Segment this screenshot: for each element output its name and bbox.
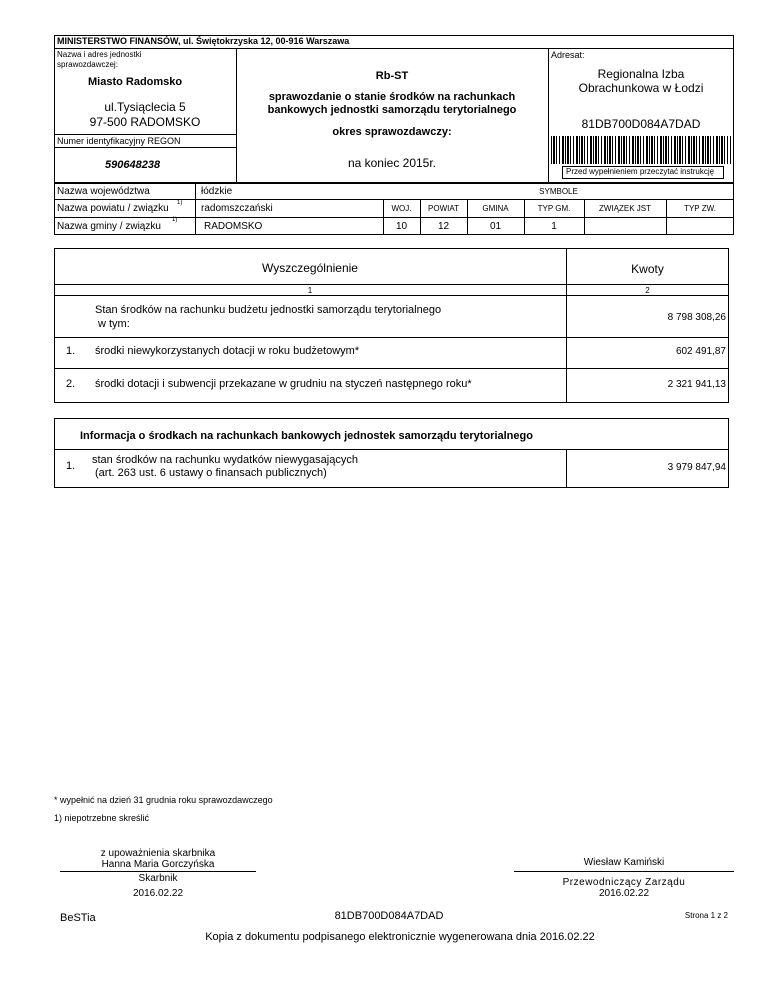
form-code: Rb-ST xyxy=(375,70,409,82)
table1-main-value: 8 798 308,26 xyxy=(667,312,726,323)
regon-label: Numer identyfikacyjny REGON xyxy=(57,136,181,146)
sym-head-gmina: GMINA xyxy=(482,204,509,213)
sym-head-typ-gm: TYP GM. xyxy=(537,204,571,213)
table1-row-divider-2 xyxy=(54,368,729,369)
table1-col1-number: 1 xyxy=(307,286,313,295)
symbols-label-divider xyxy=(195,183,196,235)
footer-copy-note: Kopia z dokumentu podpisanego elektronicznie wygenerowana dnia 2016.02.22 xyxy=(205,931,595,943)
table1-main-label-1: Stan środków na rachunku budżetu jednostki samorządu terytorialnego xyxy=(95,304,442,316)
table2-row-value: 3 979 847,94 xyxy=(667,462,726,473)
county-value: radomszczański xyxy=(201,203,273,214)
table1-col2-number: 2 xyxy=(645,286,650,295)
left-signature-role: Skarbnik xyxy=(138,873,178,884)
left-signature-line-1: z upoważnienia skarbnika xyxy=(100,848,216,859)
unit-street: ul.Tysiąclecia 5 xyxy=(104,100,186,114)
sym-head-woj: WOJ. xyxy=(391,204,412,213)
footer-page-number: Strona 1 z 2 xyxy=(684,911,728,920)
unit-city: 97-500 RADOMSKO xyxy=(89,115,201,129)
left-signature-rule xyxy=(60,871,256,872)
regon-value: 590648238 xyxy=(105,159,161,171)
table1-main-label-2: w tym: xyxy=(98,318,130,330)
sym-val-powiat: 12 xyxy=(437,221,450,232)
table2-row-label-2: (art. 263 ust. 6 ustawy o finansach publicznych) xyxy=(95,467,327,479)
sym-head-zwiazek: ZWIĄZEK JST xyxy=(599,204,651,213)
voivodeship-label: Nazwa województwa xyxy=(57,186,150,197)
table1-row1-label: środki niewykorzystanych dotacji w roku budżetowym* xyxy=(95,345,360,357)
table2-title: Informacja o środkach na rachunkach bankowych jednostek samorządu terytorialnego xyxy=(80,430,533,442)
sym-val-typ-gm: 1 xyxy=(551,221,557,232)
form-title-line-2: bankowych jednostki samorządu terytorialnego xyxy=(267,104,517,116)
right-signature-role: Przewodniczący Zarządu xyxy=(562,877,686,888)
sym-val-gmina: 01 xyxy=(489,221,502,232)
table2-row-number: 1. xyxy=(66,460,76,472)
footnote-one: 1) niepotrzebne skreślić xyxy=(54,813,150,823)
doc-id: 81DB700D084A7DAD xyxy=(581,117,701,131)
footnote-star: * wypełnić na dzień 31 grudnia roku sprawozdawczego xyxy=(54,795,273,805)
county-footnote-mark: 1) xyxy=(177,200,183,206)
table2-title-divider xyxy=(54,449,729,450)
right-signature-rule xyxy=(514,871,734,872)
voivodeship-value: łódzkie xyxy=(201,186,233,197)
ministry-line: MINISTERSTWO FINANSÓW, ul. Świętokrzyska 12, 00-916 Warszawa xyxy=(57,36,350,46)
table1-row1-value: 602 491,87 xyxy=(675,346,726,357)
unit-name: Miasto Radomsko xyxy=(88,76,183,88)
right-signature-date: 2016.02.22 xyxy=(598,888,650,899)
commune-footnote-mark: 1) xyxy=(172,217,178,223)
regon-divider-2 xyxy=(54,147,236,148)
sym-val-woj: 10 xyxy=(395,221,408,232)
sym-head-powiat: POWIAT xyxy=(428,204,459,213)
form-title-line-1: sprawozdanie o stanie środków na rachunkach xyxy=(268,91,516,103)
left-signature-date: 2016.02.22 xyxy=(132,888,184,899)
symbols-row-1 xyxy=(54,199,734,200)
commune-label: Nazwa gminy / związku xyxy=(57,221,161,232)
table1-row2-value: 2 321 941,13 xyxy=(667,379,726,390)
instruction-text: Przed wypełnieniem przeczytać instrukcję xyxy=(566,167,715,176)
addressee-line-1: Regionalna Izba xyxy=(597,67,685,81)
table1-col1-header: Wyszczególnienie xyxy=(262,261,358,275)
addressee-line-2: Obrachunkowa w Łodzi xyxy=(578,81,704,95)
regon-divider xyxy=(54,134,236,135)
symbols-title: SYMBOLE xyxy=(539,187,578,196)
table2-row-label-1: stan środków na rachunku wydatków niewygasających xyxy=(92,454,358,466)
unit-name-label: Nazwa i adres jednostki sprawozdawczej: xyxy=(57,50,142,69)
period-value: na koniec 2015r. xyxy=(347,156,437,170)
commune-value: RADOMSKO xyxy=(204,221,263,232)
table1-head-divider xyxy=(54,284,729,285)
barcode-image xyxy=(551,136,731,164)
table1-row-divider-1 xyxy=(54,337,729,338)
sym-head-typ-zw: TYP ZW. xyxy=(684,204,716,213)
symbols-row-2 xyxy=(54,217,734,218)
table1-col2-header: Kwoty xyxy=(631,262,664,276)
right-signature-name: Wiesław Kamiński xyxy=(583,857,665,868)
addressee-label: Adresat: xyxy=(551,50,585,60)
table1-row1-number: 1. xyxy=(66,345,76,357)
header-top-divider xyxy=(54,48,734,49)
left-signature-line-2: Hanna Maria Gorczyńska xyxy=(101,859,215,870)
table1-row2-number: 2. xyxy=(66,378,76,390)
table1-row2-label: środki dotacji i subwencji przekazane w grudniu na styczeń następnego roku* xyxy=(95,378,472,390)
county-label: Nazwa powiatu / związku xyxy=(57,203,169,214)
footer-doc-id: 81DB700D084A7DAD xyxy=(334,910,444,922)
period-label: okres sprawozdawczy: xyxy=(332,126,452,138)
footer-system-name: BeSTia xyxy=(60,912,96,924)
